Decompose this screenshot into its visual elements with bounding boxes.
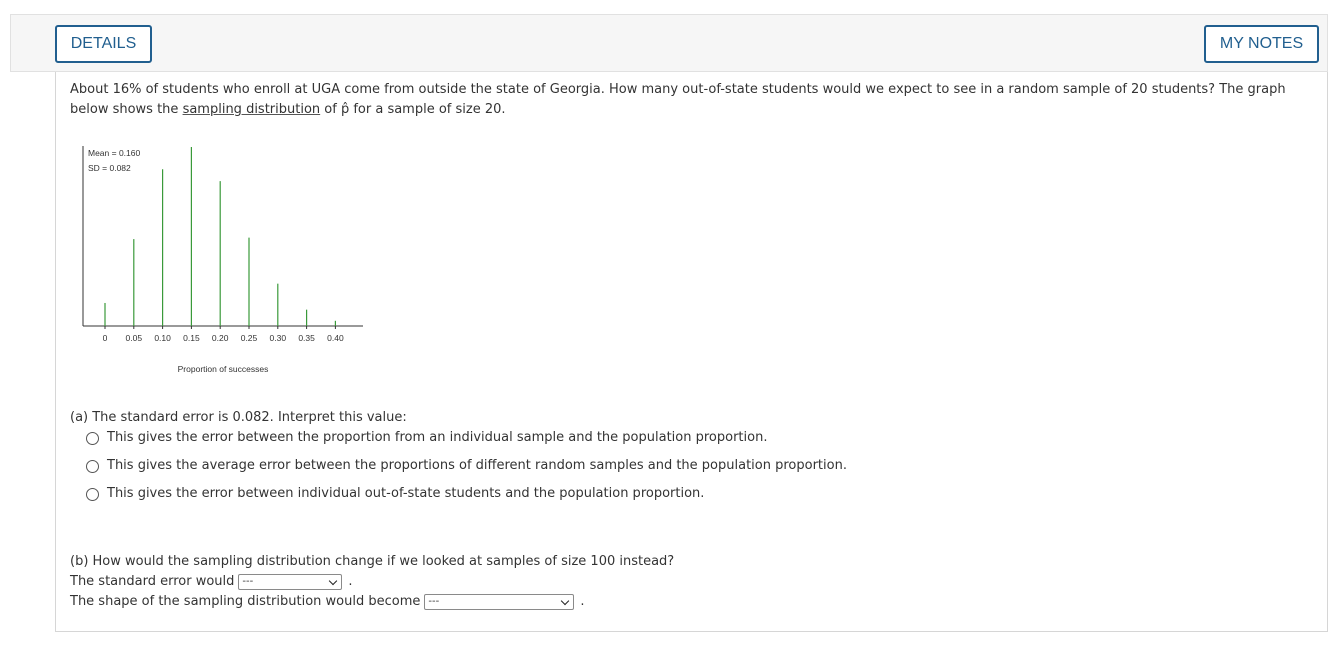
standard-error-label: The standard error would: [70, 574, 235, 589]
x-axis-label: Proportion of successes: [177, 364, 269, 374]
question-header: [10, 14, 1328, 72]
standard-error-row: [70, 572, 353, 592]
option-a3[interactable]: [86, 484, 704, 504]
shape-row: [70, 592, 585, 612]
x-tick-label: 0.20: [211, 333, 229, 343]
option-a2[interactable]: [86, 456, 847, 476]
x-tick-label: 0.15: [183, 333, 200, 343]
intro-text: About 16% of students who enroll at UGA come from outside the state of Georgia. How many out-of-state students would we expect to see in a random sample of 20 students? The graph below shows the: [70, 82, 1286, 117]
part-b-prompt-text: (b) How would the sampling distribution change if we looked at samples of size 100 instead?: [70, 554, 675, 569]
option-a3-label: This gives the error between individual out-of-state students and the population proportion.: [107, 486, 705, 501]
standard-error-select-value: ---: [242, 576, 254, 587]
option-a1-label: This gives the error between the proportion from an individual sample and the population proportion.: [107, 430, 768, 445]
x-tick-label: 0.05: [125, 333, 143, 343]
x-ticks: [103, 326, 344, 343]
shape-select-value: ---: [428, 596, 440, 607]
period: .: [580, 594, 585, 609]
period: .: [348, 574, 353, 589]
shape-label: The shape of the sampling distribution would become: [70, 594, 421, 609]
details-button[interactable]: DETAILS: [55, 25, 152, 63]
chart-bars: [105, 147, 335, 326]
sampling-distribution-chart: [70, 140, 370, 380]
sampling-distribution-link[interactable]: sampling distribution: [182, 102, 321, 117]
radio-button[interactable]: [86, 488, 99, 501]
shape-select[interactable]: [424, 594, 574, 610]
standard-error-select[interactable]: [238, 574, 342, 590]
my-notes-button[interactable]: MY NOTES: [1204, 25, 1319, 63]
intro-text-end: of p̂ for a sample of size 20.: [320, 102, 506, 117]
option-a1[interactable]: [86, 428, 767, 448]
mean-annotation: Mean = 0.160: [88, 148, 141, 158]
x-tick-label: 0.40: [327, 333, 344, 343]
x-tick-label: 0: [102, 333, 108, 343]
sd-annotation: SD = 0.082: [88, 163, 131, 173]
radio-button[interactable]: [86, 432, 99, 445]
chevron-down-icon: [561, 597, 569, 605]
part-b-prompt: [70, 552, 674, 572]
x-tick-label: 0.10: [154, 333, 171, 343]
option-a2-label: This gives the average error between the proportions of different random samples and the population proportion.: [107, 458, 847, 473]
question-intro: [70, 80, 1310, 120]
x-tick-label: 0.25: [240, 333, 258, 343]
x-tick-label: 0.30: [269, 333, 287, 343]
part-a-prompt: (a) The standard error is 0.082. Interpret this value:: [70, 410, 407, 425]
chevron-down-icon: [329, 577, 337, 585]
x-tick-label: 0.35: [298, 333, 315, 343]
radio-button[interactable]: [86, 460, 99, 473]
